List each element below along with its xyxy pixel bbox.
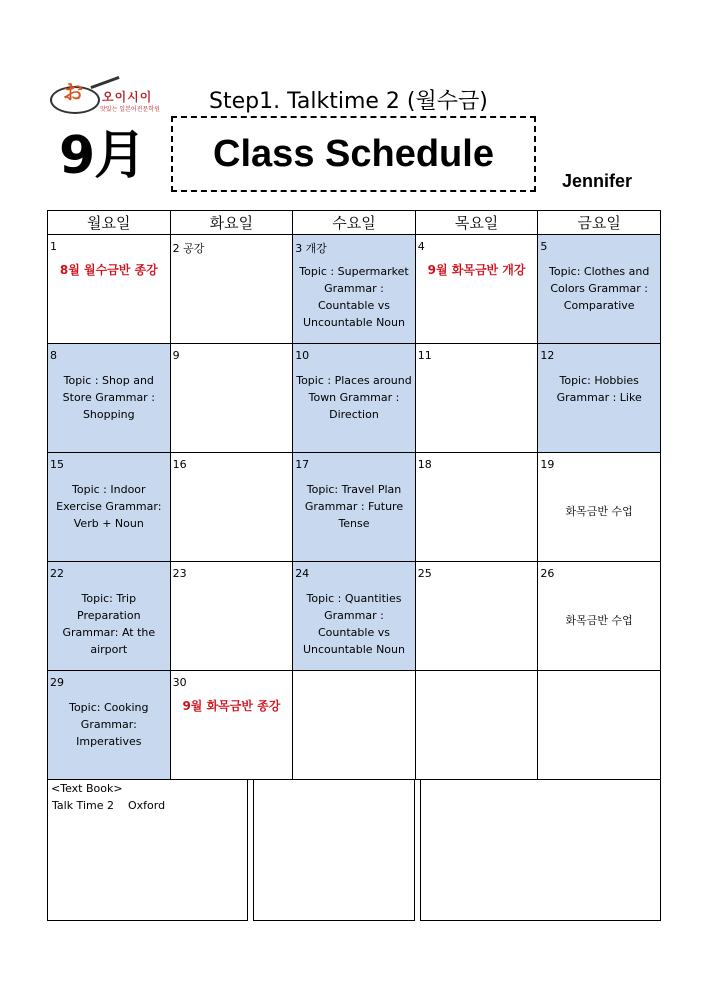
day-cell (48, 235, 171, 344)
day-content: Topic: Hobbies Grammar : Like (556, 374, 642, 404)
day-number: 5 (540, 240, 548, 253)
day-cell (48, 453, 171, 562)
week-row (48, 453, 661, 562)
day-number: 30 (172, 676, 187, 689)
day-content: Topic: Trip Preparation Grammar: At the airport (62, 592, 156, 656)
weekday-fri: 금요일 (538, 211, 661, 235)
day-cell (170, 562, 293, 671)
day-content: 9월 화목금반 종강 (182, 699, 281, 713)
day-cell (293, 453, 416, 562)
weekday-mon: 월요일 (48, 211, 171, 235)
page-title: Class Schedule (213, 132, 494, 175)
day-number: 26 (540, 567, 555, 580)
day-content: Topic : Indoor Exercise Grammar: Verb + Noun (56, 483, 162, 530)
logo-subtitle: 맛있는 일본어전문학원 (100, 106, 160, 113)
day-number: 25 (417, 567, 432, 580)
day-number: 15 (50, 458, 64, 471)
day-cell (293, 562, 416, 671)
day-cell (293, 344, 416, 453)
week-row (48, 344, 661, 453)
day-cell (538, 235, 661, 344)
day-cell (415, 235, 538, 344)
day-content: Topic: Clothes and Colors Grammar : Comparative (549, 265, 650, 312)
day-number: 16 (172, 458, 187, 471)
notes-box-middle (253, 779, 415, 921)
day-cell (48, 562, 171, 671)
title-box (171, 116, 536, 192)
day-content: Topic: Travel Plan Grammar : Future Tense (304, 483, 404, 530)
day-number: 1 (50, 240, 57, 253)
day-number: 23 (172, 567, 187, 580)
day-number: 18 (417, 458, 432, 471)
day-cell (538, 671, 661, 780)
day-number: 24 (295, 567, 310, 580)
day-content: 화목금반 수업 (565, 505, 633, 518)
day-content: 화목금반 수업 (565, 614, 633, 627)
week-row (48, 562, 661, 671)
weekday-header-row (48, 211, 661, 235)
week-row (48, 235, 661, 344)
academy-logo (50, 78, 172, 114)
day-cell (538, 344, 661, 453)
day-cell (415, 453, 538, 562)
notes-box-right (420, 779, 661, 921)
logo-mark: お (63, 80, 83, 104)
day-number: 2 공강 (172, 242, 205, 255)
day-cell (48, 344, 171, 453)
day-number: 29 (50, 676, 64, 689)
day-number: 4 (417, 240, 425, 253)
day-cell (170, 671, 293, 780)
week-row (48, 671, 661, 780)
day-content: Topic : Quantities Grammar : Countable vs Uncountable Noun (302, 592, 405, 656)
day-cell (293, 235, 416, 344)
day-content: 9월 화목금반 개강 (427, 263, 526, 277)
day-cell (538, 453, 661, 562)
textbook-heading: <Text Book> (51, 782, 123, 795)
day-number: 11 (417, 349, 432, 362)
teacher-name: Jennifer (562, 171, 633, 191)
weekday-tue: 화요일 (170, 211, 293, 235)
day-cell (415, 671, 538, 780)
textbook-box (47, 779, 248, 921)
day-cell (170, 235, 293, 344)
weekday-thu: 목요일 (415, 211, 538, 235)
textbook-title: Talk Time 2 (52, 799, 114, 812)
day-number: 12 (540, 349, 555, 362)
course-step-title: Step1. Talktime 2 (월수금) (209, 89, 488, 114)
schedule-calendar (47, 210, 661, 780)
day-content: Topic : Places around Town Grammar : Direction (296, 374, 412, 421)
month-label: 9月 (59, 126, 146, 186)
logo-brand: 오이시이 (102, 90, 153, 104)
day-content: 8월 월수금반 종강 (59, 263, 158, 277)
day-content: Topic : Shop and Store Grammar : Shopping (62, 374, 155, 421)
day-number: 19 (540, 458, 555, 471)
day-number: 17 (295, 458, 310, 471)
day-content: Topic: Cooking Grammar: Imperatives (69, 701, 149, 748)
day-cell (415, 344, 538, 453)
day-cell (170, 453, 293, 562)
textbook-info (52, 799, 165, 812)
day-cell (415, 562, 538, 671)
day-number: 9 (172, 349, 180, 362)
day-cell (293, 671, 416, 780)
day-number: 10 (295, 349, 310, 362)
textbook-publisher: Oxford (127, 799, 166, 812)
day-cell (538, 562, 661, 671)
day-number: 8 (50, 349, 57, 362)
day-number: 22 (50, 567, 64, 580)
day-cell (170, 344, 293, 453)
day-cell (48, 671, 171, 780)
weekday-wed: 수요일 (293, 211, 416, 235)
day-number: 3 개강 (295, 242, 327, 255)
day-content: Topic : Supermarket Grammar : Countable vs Uncountable Noun (299, 265, 409, 329)
